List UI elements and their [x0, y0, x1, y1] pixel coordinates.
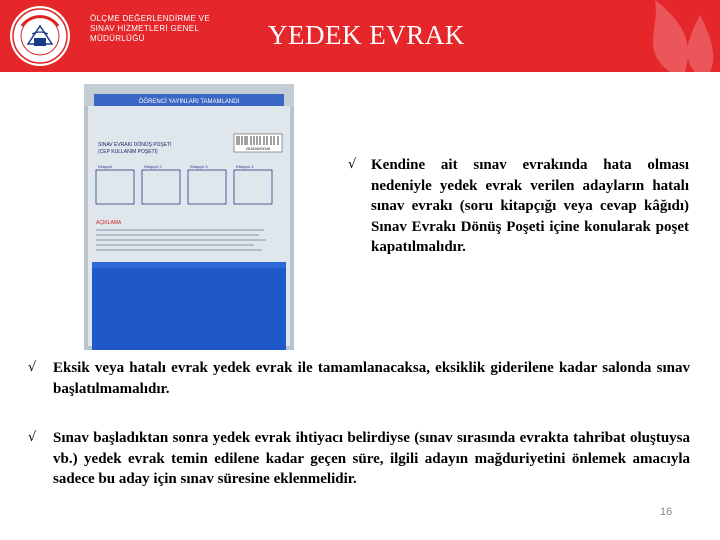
bullet-paragraph-2: Eksik veya hatalı evrak yedek evrak ile tamamlanacaksa, eksiklik giderilene kadar salonda sınav başlatılmamalıdır. — [53, 360, 690, 397]
check-icon: √ — [28, 360, 37, 375]
photo-barcode-text: 26150000049 — [245, 146, 271, 151]
header-bar — [0, 0, 720, 72]
org-line-3: MÜDÜRLÜĞÜ — [90, 34, 145, 43]
photo-heading-2: (CEP KULLANIM POŞETİ) — [98, 149, 158, 155]
org-line-1: ÖLÇME DEĞERLENDİRME VE — [90, 14, 210, 23]
photo-strip-text: ÖĞRENCİ YAYINLARI TAMAMLANDI — [138, 99, 240, 105]
check-icon: √ — [348, 157, 357, 172]
photo-heading-1: SINAV EVRAKI DÖNÜŞ POŞETİ — [98, 142, 172, 148]
org-line-2: SINAV HİZMETLERİ GENEL — [90, 24, 200, 33]
organization-name — [90, 14, 250, 44]
slide-title: YEDEK EVRAK — [268, 20, 465, 50]
bullet-paragraph-3: Sınav başladıktan sonra yedek evrak ihtiyacı belirdiyse (sınav sırasında evrakta tahribat oluştuysa vb.) yedek evrak temin edilene kadar geçen süre, ilgili adayın mağduriyetini önlemek amacıyla sadece bu aday için sınav süresine eklenmelidir. — [53, 430, 690, 488]
bullet-paragraph-1: Kendine ait sınav evrakında hata olması nedeniyle yedek evrak verilen adayların hatalı sınav evrakı (soru kitapçığı veya cevap kâğıdı) Sınav Evrakı Dönüş Poşeti içine konularak poşet kapatılmalıdır. — [371, 157, 689, 256]
photo-box-label-1: Kitapçık — [98, 164, 113, 169]
flame-decoration-icon — [600, 0, 720, 72]
security-envelope-photo — [84, 84, 294, 350]
photo-box-label-4: Kitapçık 4 — [236, 164, 254, 169]
photo-box-label-2: Kitapçık 2 — [144, 164, 162, 169]
photo-box-label-3: Kitapçık 3 — [190, 164, 208, 169]
page-number: 16 — [660, 506, 673, 518]
photo-note-title: AÇIKLAMA — [96, 220, 122, 226]
check-icon: √ — [28, 430, 37, 445]
meb-seal-icon — [8, 4, 72, 68]
